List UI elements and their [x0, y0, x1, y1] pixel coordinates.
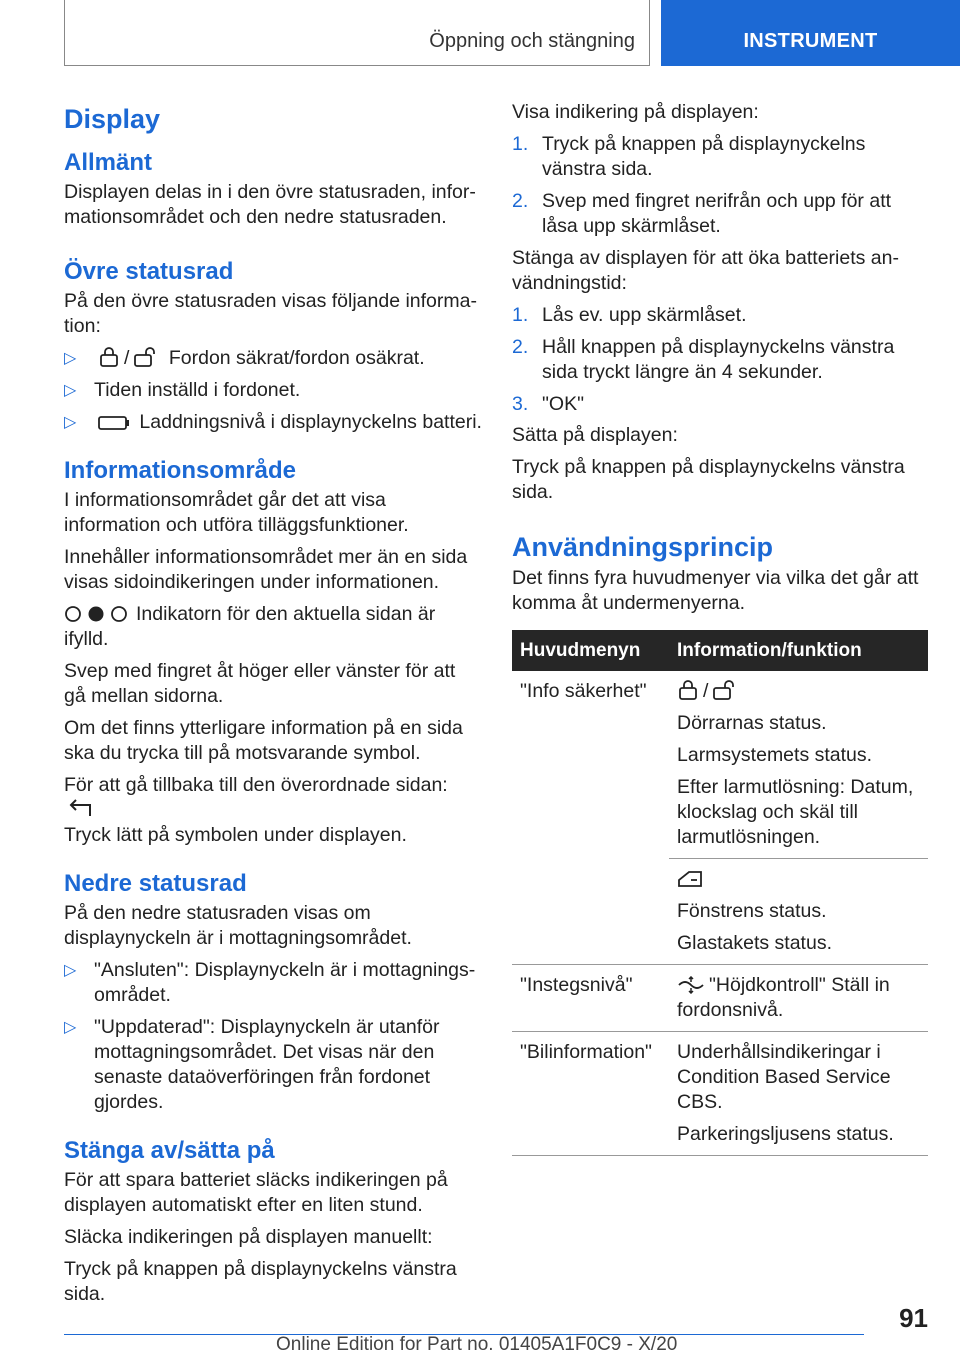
- lock-closed-icon: [98, 347, 120, 367]
- window-icon: [677, 868, 703, 888]
- stang-intro: Stänga av displayen för att öka batteriets användningstid:: [512, 247, 899, 294]
- satta-intro: Sätta på displayen:: [512, 424, 678, 446]
- allmant-text: Displayen delas in i den övre statusraden, informationsområdet och den nedre statusraden.: [64, 181, 476, 228]
- cell-info: [669, 671, 928, 859]
- step-number: 1.: [512, 133, 529, 155]
- table-row: [512, 671, 928, 859]
- stanga-p1: För att spara batteriet släcks indikeringen på displayen automatiskt efter en liten stund.: [64, 1169, 448, 1216]
- cell-menu-instegsniva: "Instegsnivå": [512, 965, 669, 1032]
- info-p4: Svep med fingret åt höger eller vänster för att gå mellan sidorna.: [64, 660, 456, 707]
- heading-informationsomrade: Informationsområde: [64, 457, 297, 484]
- heading-stanga-satta: Stänga av/sätta på: [64, 1137, 275, 1164]
- info-p3-row: [64, 602, 482, 652]
- list-item: [512, 303, 928, 328]
- triangle-bullet-icon: ▷: [64, 382, 77, 399]
- satta-text: Tryck på knappen på displaynyckelns vänstra sida.: [512, 456, 905, 503]
- step-text: Svep med fingret nerifrån och upp för att låsa upp skärmlåset.: [542, 190, 892, 237]
- table-header-menu: Huvudmenyn: [512, 630, 669, 671]
- step-text: Lås ev. upp skärmlåset.: [542, 304, 747, 326]
- cell-line: Larmsystemets status.: [677, 744, 873, 766]
- step-number: 3.: [512, 393, 529, 415]
- page-number: 91: [899, 1303, 928, 1333]
- nedre-item2: "Uppdaterad": Displaynyckeln är utanför mottagningsområdet. Det visas när den senaste dataöverföringen från fordonet gjordes.: [94, 1016, 440, 1113]
- cell-line: Parkeringsljusens status.: [677, 1123, 894, 1145]
- list-item: [512, 335, 928, 385]
- list-item: [64, 1015, 482, 1115]
- page-title: Display: [64, 104, 161, 134]
- table-row: [512, 1032, 928, 1156]
- lock-separator: /: [703, 680, 709, 702]
- cell-line: Underhållsindikeringar i Condition Based Service CBS.: [677, 1041, 891, 1113]
- cell-line: Glastakets status.: [677, 932, 832, 954]
- heading-allmant: Allmänt: [64, 149, 153, 176]
- cell-info: [669, 859, 928, 965]
- stanga-p2: Släcka indikeringen på displayen manuellt:: [64, 1226, 433, 1248]
- table-row: [512, 965, 928, 1032]
- cell-line: Dörrarnas status.: [677, 712, 827, 734]
- info-p2: Innehåller informationsområdet mer än en sida visas sidoindikeringen under informationen.: [64, 546, 468, 593]
- ovre-intro: På den övre statusraden visas följande information:: [64, 290, 477, 337]
- visa-intro: Visa indikering på displayen:: [512, 101, 759, 123]
- battery-icon: [98, 415, 130, 431]
- step-text: Håll knappen på displaynyckelns vänstra sida tryckt längre än 4 sekunder.: [542, 336, 895, 383]
- step-text: Tryck på knappen på displaynyckelns vänstra sida.: [542, 133, 866, 180]
- list-item: [512, 189, 928, 239]
- height-control-icon: [677, 976, 705, 994]
- step-text: "OK": [542, 393, 585, 415]
- princip-text: Det finns fyra huvudmenyer via vilka det går att komma åt undermenyerna.: [512, 567, 919, 614]
- list-item: [512, 392, 928, 417]
- step-number: 1.: [512, 304, 529, 326]
- nedre-intro: På den nedre statusraden visas om displaynyckeln är i mottagningsområdet.: [64, 902, 412, 949]
- stang-steps: [512, 303, 928, 417]
- page-indicator-icon: [64, 605, 128, 623]
- info-p6: [64, 773, 482, 848]
- triangle-bullet-icon: ▷: [64, 1019, 77, 1036]
- time-text: Tiden inställd i fordonet.: [94, 379, 301, 401]
- list-item: [512, 132, 928, 182]
- right-column: [512, 100, 928, 1156]
- lock-separator: /: [124, 347, 130, 369]
- menu-table: [512, 630, 928, 1156]
- cell-line: Efter larmutlösning: Datum, klockslag och skäl till larmutlösningen.: [677, 776, 914, 848]
- info-p6a: För att gå tillbaka till den överordnade sidan:: [64, 774, 448, 796]
- list-item: [64, 346, 482, 371]
- heading-anvandningsprincip: Användningsprincip: [512, 532, 774, 562]
- cell-info: [669, 1032, 928, 1156]
- lock-open-icon: [133, 347, 159, 367]
- list-item: [64, 958, 482, 1008]
- lock-open-icon: [712, 680, 738, 700]
- battery-text: Laddningsnivå i displaynyckelns batteri.: [139, 411, 482, 433]
- header-section-box: [64, 0, 650, 66]
- nedre-item1: "Ansluten": Displaynyckeln är i mottagningsområdet.: [94, 959, 476, 1006]
- cell-line: Fönstrens status.: [677, 900, 827, 922]
- list-item: [64, 410, 482, 435]
- info-p5: Om det finns ytterligare information på en sida ska du trycka till på motsvarande symbol.: [64, 717, 463, 764]
- triangle-bullet-icon: ▷: [64, 350, 77, 367]
- left-column: [64, 100, 482, 1314]
- heading-nedre-statusrad: Nedre statusrad: [64, 870, 247, 897]
- triangle-bullet-icon: ▷: [64, 414, 77, 431]
- cell-info: [669, 965, 928, 1032]
- list-item: [64, 378, 482, 403]
- header-chapter-label: INSTRUMENT: [743, 30, 878, 52]
- info-p3: Indikatorn för den aktuella sidan är ifylld.: [64, 603, 436, 650]
- cell-menu-bilinformation: "Bilinformation": [512, 1032, 669, 1156]
- height-control-text: "Höjdkontroll" Ställ in fordonsnivå.: [677, 974, 890, 1021]
- lock-status-text: Fordon säkrat/fordon osäkrat.: [168, 347, 425, 369]
- back-arrow-icon: [68, 799, 94, 819]
- heading-ovre-statusrad: Övre statusrad: [64, 258, 234, 285]
- lock-closed-icon: [677, 680, 699, 700]
- header-section-title: Öppning och stängning: [429, 30, 635, 52]
- info-p6b: Tryck lätt på symbolen under displayen.: [64, 824, 407, 846]
- step-number: 2.: [512, 190, 529, 212]
- step-number: 2.: [512, 336, 529, 358]
- ovre-list: [64, 346, 482, 435]
- info-p1: I informationsområdet går det att visa information och utföra tilläggsfunktioner.: [64, 489, 409, 536]
- table-header-info: Information/funktion: [669, 630, 928, 671]
- footer-edition: Online Edition for Part no. 01405A1F0C9 - X/20: [276, 1334, 678, 1355]
- cell-menu-info-sakerhet: "Info säkerhet": [512, 671, 669, 965]
- stanga-p3: Tryck på knappen på displaynyckelns vänstra sida.: [64, 1258, 457, 1305]
- header-chapter-tab[interactable]: [661, 0, 960, 66]
- nedre-list: [64, 958, 482, 1115]
- triangle-bullet-icon: ▷: [64, 962, 77, 979]
- visa-steps: [512, 132, 928, 239]
